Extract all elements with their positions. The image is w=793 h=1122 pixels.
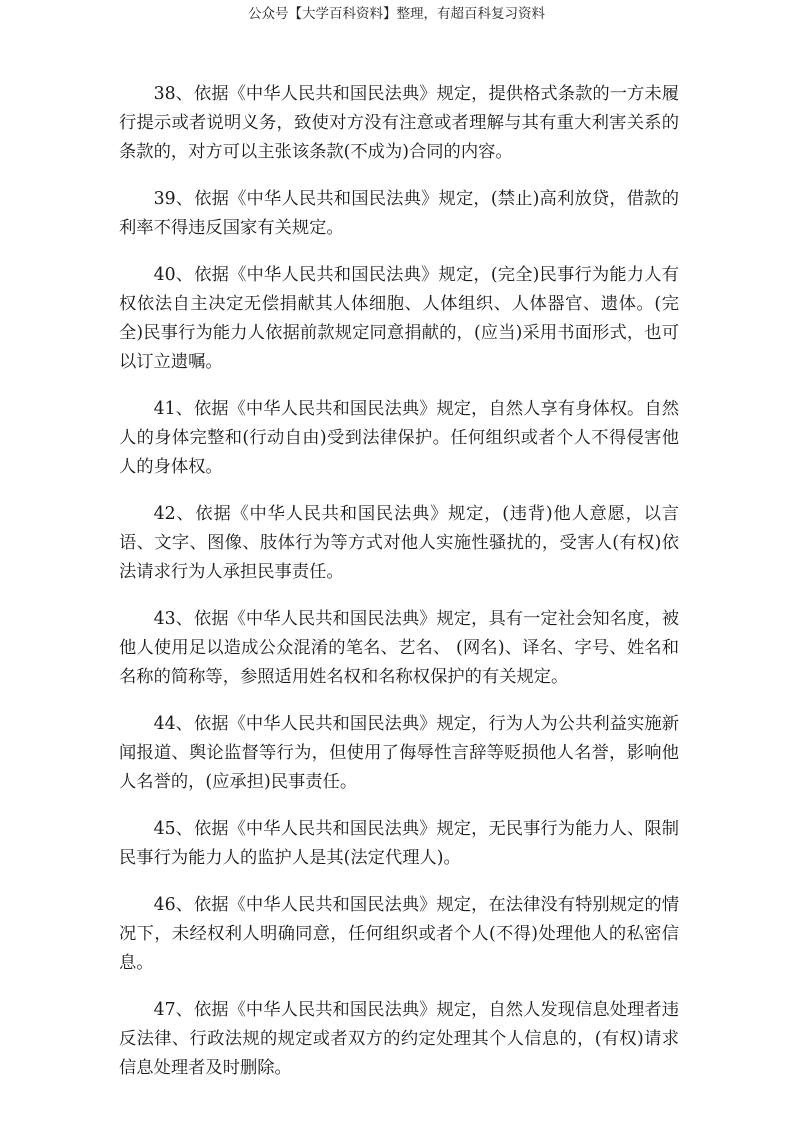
item-number: 38、 bbox=[153, 84, 193, 104]
item-text: 依据《中华人民共和国民法典》规定，行为人为公共利益实施新闻报道、舆论监督等行为，但使用了侮辱性言辞等贬损他人名誉，影响他人名誉的，(应承担)民事责任。 bbox=[119, 714, 679, 792]
item-text: 依据《中华人民共和国民法典》规定，(违背)他人意愿，以言语、文字、图像、肢体行为等方式对他人实施性骚扰的，受害人(有权)依法请求行为人承担民事责任。 bbox=[119, 504, 679, 582]
list-item-41 bbox=[119, 395, 679, 482]
list-item-42 bbox=[119, 500, 679, 587]
list-item-40 bbox=[119, 261, 679, 377]
list-item-45 bbox=[119, 815, 679, 873]
item-number: 43、 bbox=[153, 609, 193, 629]
item-number: 47、 bbox=[153, 1000, 193, 1020]
item-number: 41、 bbox=[153, 399, 193, 419]
item-number: 39、 bbox=[153, 189, 194, 209]
list-item-44 bbox=[119, 710, 679, 797]
list-item-47 bbox=[119, 996, 679, 1083]
page-header: 公众号【大学百科资料】整理，有超百科复习资料 bbox=[248, 6, 545, 22]
list-item-38 bbox=[119, 80, 679, 167]
item-text: 依据《中华人民共和国民法典》规定，提供格式条款的一方未履行提示或者说明义务，致使对方没有注意或者理解与其有重大利害关系的条款的，对方可以主张该条款(不成为)合同的内容。 bbox=[119, 84, 679, 162]
list-item-43 bbox=[119, 605, 679, 692]
item-text: 依据《中华人民共和国民法典》规定，自然人发现信息处理者违反法律、行政法规的规定或者双方的约定处理其个人信息的，(有权)请求信息处理者及时删除。 bbox=[119, 1000, 679, 1078]
list-item-39 bbox=[119, 185, 679, 243]
document-body bbox=[119, 80, 679, 1101]
item-text: 依据《中华人民共和国民法典》规定，具有一定社会知名度，被他人使用足以造成公众混淆的笔名、艺名、 (网名)、译名、字号、姓名和名称的简称等，参照适用姓名权和名称权保护的有关规定。 bbox=[119, 609, 679, 687]
item-number: 42、 bbox=[153, 504, 195, 524]
item-number: 40、 bbox=[153, 265, 194, 285]
item-number: 46、 bbox=[153, 895, 193, 915]
item-text: 依据《中华人民共和国民法典》规定，(完全)民事行为能力人有权依法自主决定无偿捐献其人体细胞、人体组织、人体器官、遗体。(完全)民事行为能力人依据前款规定同意捐献的，(应当)采用书面形式，也可以订立遗嘱。 bbox=[119, 265, 679, 372]
item-text: 依据《中华人民共和国民法典》规定，自然人享有身体权。自然人的身体完整和(行动自由)受到法律保护。任何组织或者个人不得侵害他人的身体权。 bbox=[119, 399, 679, 477]
item-text: 依据《中华人民共和国民法典》规定，在法律没有特别规定的情况下，未经权利人明确同意，任何组织或者个人(不得)处理他人的私密信息。 bbox=[119, 895, 679, 973]
item-text: 依据《中华人民共和国民法典》规定，(禁止)高利放贷，借款的利率不得违反国家有关规定。 bbox=[119, 189, 679, 238]
item-text: 依据《中华人民共和国民法典》规定，无民事行为能力人、限制民事行为能力人的监护人是其(法定代理人)。 bbox=[119, 819, 679, 868]
item-number: 44、 bbox=[153, 714, 193, 734]
item-number: 45、 bbox=[153, 819, 193, 839]
list-item-46 bbox=[119, 891, 679, 978]
